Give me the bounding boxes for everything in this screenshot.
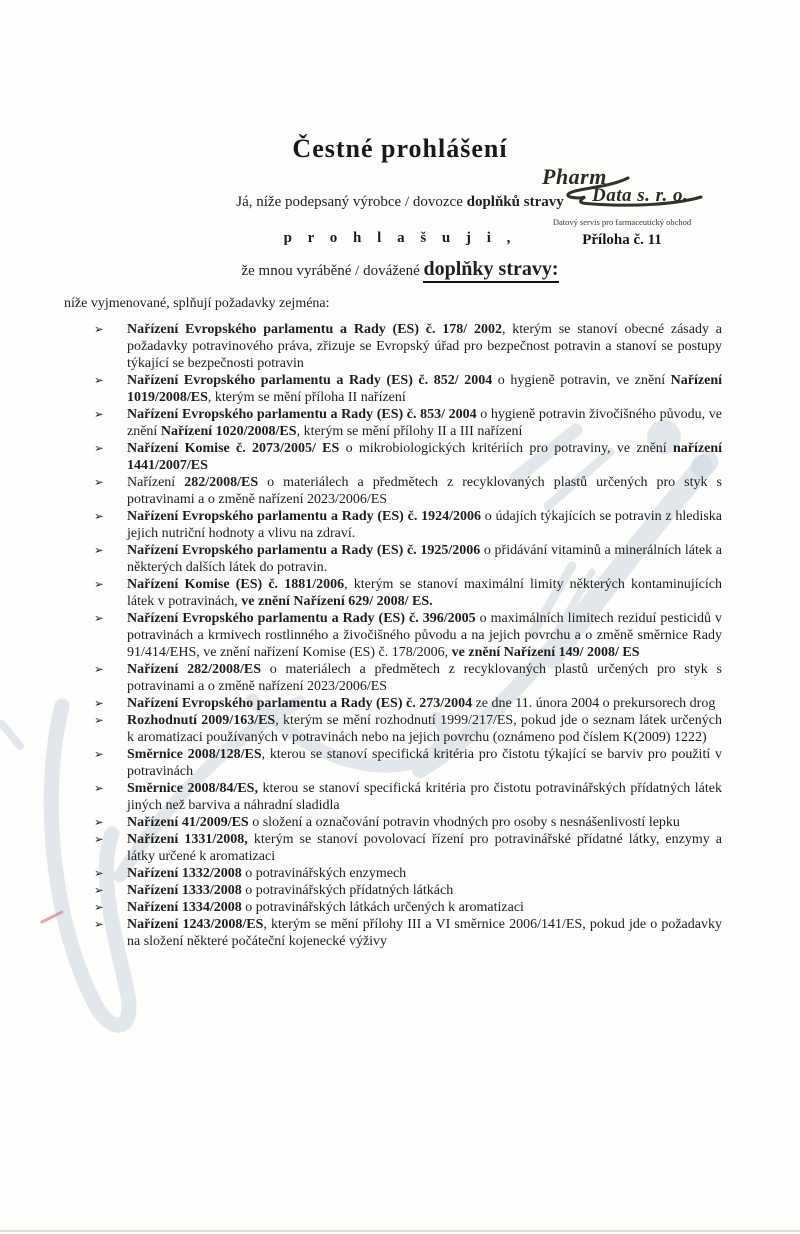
intro-line-1-bold: doplňků stravy [466,194,564,210]
list-item [94,474,722,508]
regulation-text: Nařízení Komise č. 2073/2005/ ES o mikrobiologických kritériích pro potraviny, ve znění nařízení 1441/2007/ES [127,441,722,473]
regulation-text: Nařízení Evropského parlamentu a Rady (ES) č. 1924/2006 o údajích týkajících se potravin z hlediska jejich nutriční hodnoty a vlivu na zdraví. [127,509,723,541]
regulation-text: Nařízení 282/2008/ES o materiálech a předmětech z recyklovaných plastů určených pro styk s potravinami a o změně nařízení 2023/2006/ES [127,475,722,507]
regulation-text: Nařízení Evropského parlamentu a Rady (ES) č. 273/2004 ze dne 11. února 2004 o prekursorech drog [127,696,716,711]
bullet-arrow-icon: ➢ [94,322,104,336]
bullet-arrow-icon: ➢ [94,662,104,676]
bullet-arrow-icon: ➢ [94,781,104,795]
regulation-text: Rozhodnutí 2009/163/ES, kterým se mění rozhodnutí 1999/217/ES, pokud jde o seznam látek určených k aromatizaci používaných v potravinách nebo na jejich povrchu (oznámeno pod číslem K(2009) 1222) [127,713,722,745]
list-item [94,321,722,372]
regulation-text: Nařízení Evropského parlamentu a Rady (ES) č. 1925/2006 o přidávání vitaminů a minerálních látek a některých dalších látek do potravin. [127,543,722,575]
list-item [94,508,722,542]
regulation-text: Nařízení 1243/2008/ES, kterým se mění přílohy III a VI směrnice 2006/141/ES, pokud jde o požadavky na složení některé počáteční kojenecké výživy [127,917,722,949]
regulation-text: Směrnice 2008/84/ES, kterou se stanoví specifická kritéria pro čistotu potravinářských přídatných látek jiných než barviva a náhradní sladidla [127,781,722,813]
intro-line-3-regular: že mnou vyráběné / dovážené [241,263,424,279]
scan-edge-line [0,1230,800,1232]
regulation-text: Nařízení 1331/2008, kterým se stanoví povolovací řízení pro potravinářské přídatné látky, enzymy a látky určené k aromatizaci [127,832,722,864]
list-item [94,814,722,831]
regulation-list [94,321,722,950]
bullet-arrow-icon: ➢ [94,815,104,829]
list-item [94,712,722,746]
list-item [94,780,722,814]
regulation-text: Nařízení Komise (ES) č. 1881/2006, kterým se stanoví maximální limity některých kontaminujících látek v potravinách, ve znění Nařízení 629/ 2008/ ES. [127,577,722,609]
bullet-arrow-icon: ➢ [94,475,104,489]
regulation-text: Směrnice 2008/128/ES, kterou se stanoví specifická kritéria pro čistotu týkající se barviv pro použití v potravinách [127,747,722,779]
bullet-arrow-icon: ➢ [94,832,104,846]
list-item [94,610,722,661]
regulation-text: Nařízení Evropského parlamentu a Rady (ES) č. 853/ 2004 o hygieně potravin živočišného původu, ve znění Nařízení 1020/2008/ES, kterým se mění přílohy II a III nařízení [127,407,722,439]
bullet-arrow-icon: ➢ [94,866,104,880]
regulation-text: Nařízení Evropského parlamentu a Rady (ES) č. 178/ 2002, kterým se stanoví obecné zásady a požadavky potravinového práva, zřizuje se Evropský úřad pro bezpečnost potravin a stanoví se postupy týkající se bezpečnosti potravin [127,322,722,371]
list-item [94,831,722,865]
list-item [94,695,722,712]
attachment-number: Příloha č. 11 [582,232,662,248]
list-item [94,542,722,576]
bullet-arrow-icon: ➢ [94,917,104,931]
list-item [94,440,722,474]
list-item [94,899,722,916]
regulation-text: Nařízení Evropského parlamentu a Rady (ES) č. 852/ 2004 o hygieně potravin, ve znění Nařízení 1019/2008/ES, kterým se mění příloha II nařízení [127,373,722,405]
list-item [94,406,722,440]
list-item [94,916,722,950]
letterhead [530,164,714,249]
bullet-arrow-icon: ➢ [94,441,104,455]
intro-declaration: p r o h l a š u j i , [283,230,517,246]
intro-line-4: níže vyjmenované, splňují požadavky zejména: [64,296,330,311]
logo-word-data: Data s. r. o. [592,185,689,206]
regulation-text: Nařízení 41/2009/ES o složení a označování potravin vhodných pro osoby s nesnášenlivostí lepku [127,815,680,830]
bullet-arrow-icon: ➢ [94,509,104,523]
list-item [94,746,722,780]
page-title: Čestné prohlášení [292,134,508,163]
list-item [94,882,722,899]
bullet-arrow-icon: ➢ [94,577,104,591]
pharmdata-logo [536,164,708,216]
list-item [94,865,722,882]
bullet-arrow-icon: ➢ [94,611,104,625]
regulation-text: Nařízení Evropského parlamentu a Rady (ES) č. 396/2005 o maximálních limitech reziduí pesticidů v potravinách a krmivech rostlinného a živočišného původu a na jejich povrchu a o změně směrnice Rady 91/414/EHS, ve znění nařízení Komise (ES) č. 178/2006, ve znění Nařízení 149/ 2008/ ES [127,611,722,660]
list-item [94,661,722,695]
regulation-text: Nařízení 1332/2008 o potravinářských enzymech [127,866,407,881]
bullet-arrow-icon: ➢ [94,900,104,914]
bullet-arrow-icon: ➢ [94,747,104,761]
bullet-arrow-icon: ➢ [94,696,104,710]
intro-line-3 [0,258,800,281]
intro-line-3-underlined: doplňky stravy: [423,258,558,283]
list-item [94,576,722,610]
intro-line-1-regular: Já, níže podepsaný výrobce / dovozce [236,194,467,210]
regulation-text: Nařízení 282/2008/ES o materiálech a předmětech z recyklovaných plastů určených pro styk s potravinami a o změně nařízení 2023/2006/ES [127,662,722,694]
regulation-text: Nařízení 1333/2008 o potravinářských přídatných látkách [127,883,454,898]
logo-word-pharm: Pharm [542,164,607,189]
document-page [0,134,800,950]
bullet-arrow-icon: ➢ [94,543,104,557]
logo-tagline: Datový servis pro farmaceutický obchod [552,217,692,227]
bullet-arrow-icon: ➢ [94,713,104,727]
bullet-arrow-icon: ➢ [94,373,104,387]
bullet-arrow-icon: ➢ [94,883,104,897]
bullet-arrow-icon: ➢ [94,407,104,421]
list-item [94,372,722,406]
regulation-text: Nařízení 1334/2008 o potravinářských látkách určených k aromatizaci [127,900,524,915]
